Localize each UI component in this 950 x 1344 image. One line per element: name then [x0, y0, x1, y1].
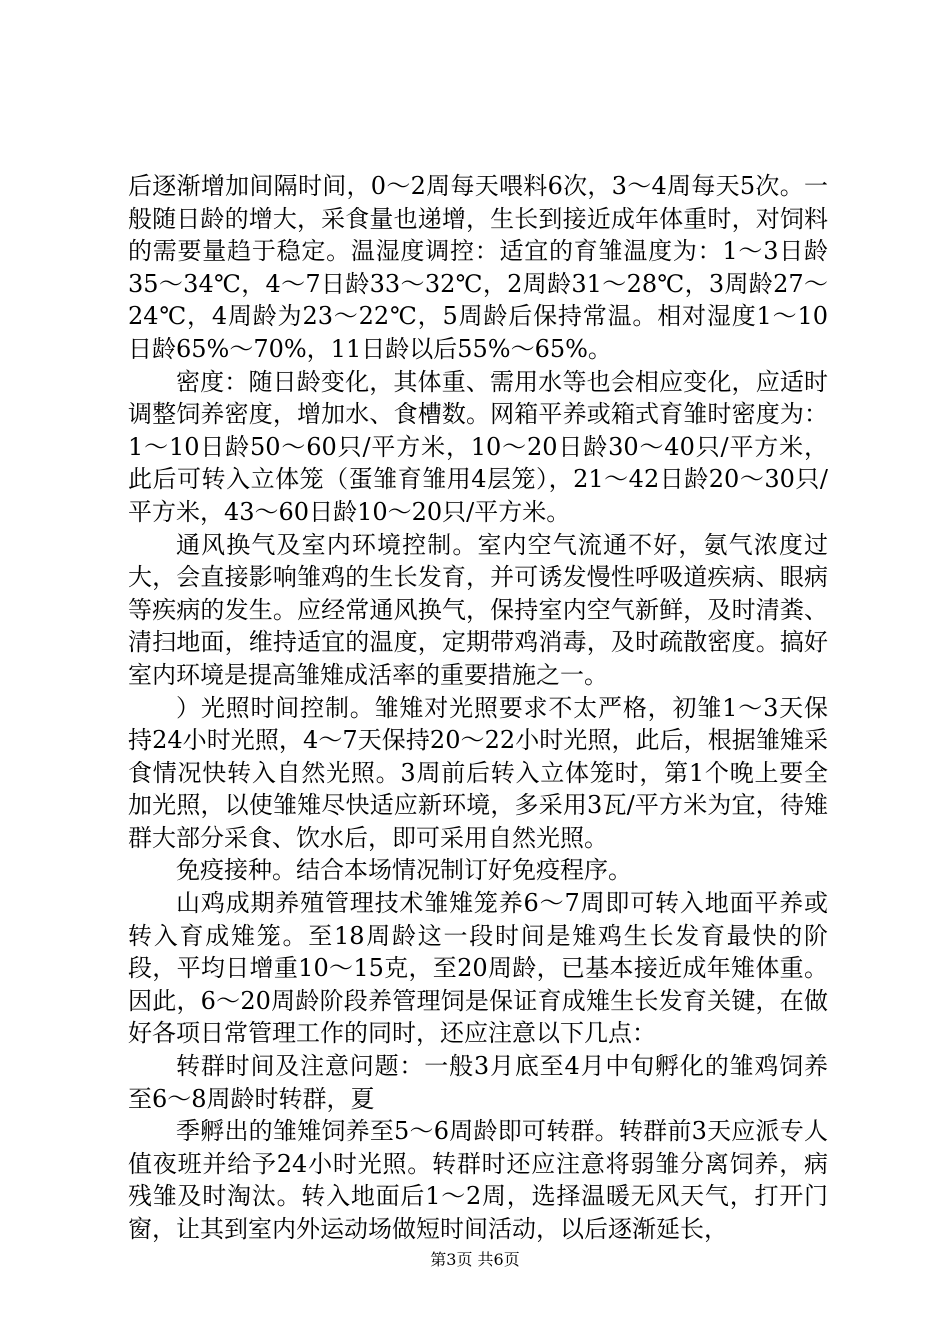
paragraph: 山鸡成期养殖管理技术雏雉笼养6～7周即可转入地面平养或转入育成雉笼。至18周龄这一段时间是雉鸡生长发育最快的阶段，平均日增重10～15克，至20周龄，已基本接近成年雉体重。因此，6～20周龄阶段养管理饲是保证育成雉生长发育关键，在做好各项日常管理工作的同时，还应注意以下几点：	[128, 889, 828, 1048]
paragraph: ）光照时间控制。雏雉对光照要求不太严格，初雏1～3天保持24小时光照，4～7天保持20～22小时光照，此后，根据雏雉采食情况快转入自然光照。3周前后转入立体笼时，第1个晚上要全加光照，以使雏雉尽快适应新环境，多采用3瓦/平方米为宜，待雉群大部分采食、饮水后，即可采用自然光照。	[128, 693, 828, 852]
document-body	[128, 170, 828, 1246]
paragraph: 转群时间及注意问题：一般3月底至4月中旬孵化的雏鸡饲养至6～8周龄时转群，夏	[128, 1052, 828, 1113]
paragraph: 免疫接种。结合本场情况制订好免疫程序。	[176, 856, 632, 885]
paragraph: 通风换气及室内环境控制。室内空气流通不好，氨气浓度过大，会直接影响雏鸡的生长发育，并可诱发慢性呼吸道疾病、眼病等疾病的发生。应经常通风换气，保持室内空气新鲜，及时清粪、清扫地面，维持适宜的温度，定期带鸡消毒，及时疏散密度。搞好室内环境是提高雏雉成活率的重要措施之一。	[128, 530, 828, 689]
page-number-footer: 第3页 共6页	[430, 1250, 520, 1269]
paragraph: 密度：随日龄变化，其体重、需用水等也会相应变化，应适时调整饲养密度，增加水、食槽数。网箱平养或箱式育雏时密度为：1～10日龄50～60只/平方米，10～20日龄30～40只/平方米，此后可转入立体笼（蛋雏育雏用4层笼），21～42日龄20～30只/平方米，43～60日龄10～20只/平方米。	[128, 367, 828, 526]
paragraph: 后逐渐增加间隔时间，0～2周每天喂料6次，3～4周每天5次。一般随日龄的增大，采食量也递增，生长到接近成年体重时，对饲料的需要量趋于稳定。温湿度调控：适宜的育雏温度为：1～3日龄35～34℃，4～7日龄33～32℃，2周龄31～28℃，3周龄27～24℃，4周龄为23～22℃，5周龄后保持常温。相对湿度1～10日龄65%～70%，11日龄以后55%～65%。	[128, 172, 828, 363]
paragraph: 季孵出的雏雉饲养至5～6周龄即可转群。转群前3天应派专人值夜班并给予24小时光照。转群时还应注意将弱雏分离饲养，病残雏及时淘汰。转入地面后1～2周，选择温暖无风天气，打开门窗，让其到室内外运动场做短时间活动，以后逐渐延长，	[128, 1117, 828, 1243]
